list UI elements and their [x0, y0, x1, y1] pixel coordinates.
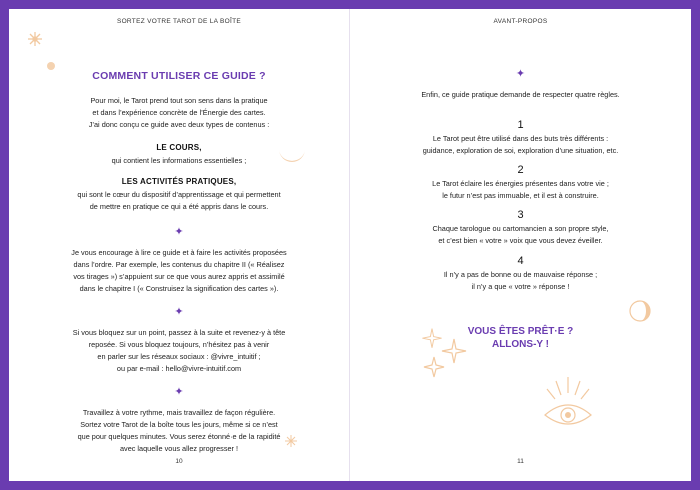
rule-number: 2 — [517, 164, 524, 176]
rule-text — [350, 223, 691, 247]
rule-line: Chaque tarologue ou cartomancien a son propre style, — [432, 224, 609, 233]
closing-call — [350, 325, 691, 351]
rule-line: Le Tarot éclaire les énergies présentes dans votre vie ; — [432, 179, 609, 188]
rule-text — [350, 269, 691, 293]
blocked-paragraph — [9, 327, 349, 375]
rule-line: il n’y a que « votre » réponse ! — [471, 282, 570, 291]
rule-number: 4 — [517, 255, 524, 267]
order-line: vos tirages ») s’appuient sur ce que vous aurez appris et assimilé — [73, 272, 285, 281]
rule-line: Il n’y a pas de bonne ou de mauvaise réponse ; — [443, 270, 598, 279]
intro-line: Pour moi, le Tarot prend tout son sens dans la pratique — [90, 96, 268, 105]
cours-heading: LE COURS, — [156, 143, 202, 152]
order-line: Je vous encourage à lire ce guide et à faire les activités proposées — [71, 248, 287, 257]
activites-line: qui sont le cœur du dispositif d’apprentissage et qui permettent — [77, 190, 281, 199]
star-cluster-icon — [420, 327, 474, 379]
rule-text — [350, 178, 691, 202]
left-page — [9, 9, 349, 481]
page-title: COMMENT UTILISER CE GUIDE ? — [92, 70, 266, 82]
page-number-right: 11 — [517, 458, 524, 465]
blocked-line: en parler sur les réseaux sociaux : @vivre_intuitif ; — [97, 352, 261, 361]
rhythm-line: Travaillez à votre rythme, mais travaillez de façon régulière. — [82, 408, 276, 417]
rhythm-paragraph — [9, 407, 349, 455]
rule-text — [350, 133, 691, 157]
small-sun-icon — [285, 435, 297, 447]
rule-line: Le Tarot peut être utilisé dans des buts très différents : — [432, 134, 609, 143]
sun-icon — [27, 29, 61, 71]
sparkle-divider-icon: ✦ — [515, 68, 526, 80]
eye-icon — [542, 375, 594, 431]
rhythm-line: que pour quelques minutes. Vous serez étonné·e de la rapidité — [77, 432, 281, 441]
sparkle-divider-icon: ✦ — [174, 306, 184, 318]
book-spread — [9, 9, 691, 481]
rule-number: 1 — [517, 119, 524, 131]
rule-line: guidance, exploration de soi, exploration d’une situation, etc. — [422, 146, 619, 155]
rhythm-line: avec laquelle vous allez progresser ! — [119, 444, 239, 453]
blocked-line: ou par e-mail : hello@vivre-intuitif.com — [116, 364, 242, 373]
rule-number: 3 — [517, 209, 524, 221]
closing-line: VOUS ÊTES PRÊT·E ? — [467, 326, 574, 337]
intro-paragraph — [9, 95, 349, 131]
sparkle-divider-icon: ✦ — [174, 226, 184, 238]
order-paragraph — [9, 247, 349, 295]
activites-text — [9, 189, 349, 213]
intro-line: et dans l’expérience concrète de l’Énergie des cartes. — [92, 108, 266, 117]
right-page — [350, 9, 691, 481]
running-head-right: AVANT-PROPOS — [493, 18, 548, 25]
cours-text: qui contient les informations essentielles ; — [111, 156, 247, 165]
rhythm-line: Sortez votre Tarot de la boîte tous les jours, même si ce n’est — [80, 420, 278, 429]
page-number-left: 10 — [175, 458, 183, 465]
crescent-moon-icon — [275, 137, 309, 171]
moon-phase-icon — [628, 299, 652, 323]
intro-line: J’ai donc conçu ce guide avec deux types de contenus : — [88, 120, 270, 129]
running-head-left: SORTEZ VOTRE TAROT DE LA BOÎTE — [116, 18, 242, 25]
activites-heading: LES ACTIVITÉS PRATIQUES, — [121, 177, 237, 186]
rule-line: le futur n’est pas immuable, et il est à construire. — [442, 191, 599, 200]
blocked-line: Si vous bloquez sur un point, passez à la suite et revenez-y à tête — [72, 328, 286, 337]
order-line: dans l’ordre. Par exemple, les contenus du chapitre II (« Réalisez — [73, 260, 285, 269]
closing-line: ALLONS-Y ! — [491, 339, 550, 350]
order-line: dans le chapitre I (« Construisez la signification des cartes »). — [79, 284, 279, 293]
sparkle-divider-icon: ✦ — [174, 386, 184, 398]
activites-line: de mettre en pratique ce qui a été appris dans le cours. — [89, 202, 269, 211]
rules-intro: Enfin, ce guide pratique demande de respecter quatre règles. — [421, 90, 620, 99]
blocked-line: reposée. Si vous bloquez toujours, n’hésitez pas à venir — [88, 340, 270, 349]
rule-line: et c’est bien « votre » voix que vous devez éveiller. — [438, 236, 603, 245]
